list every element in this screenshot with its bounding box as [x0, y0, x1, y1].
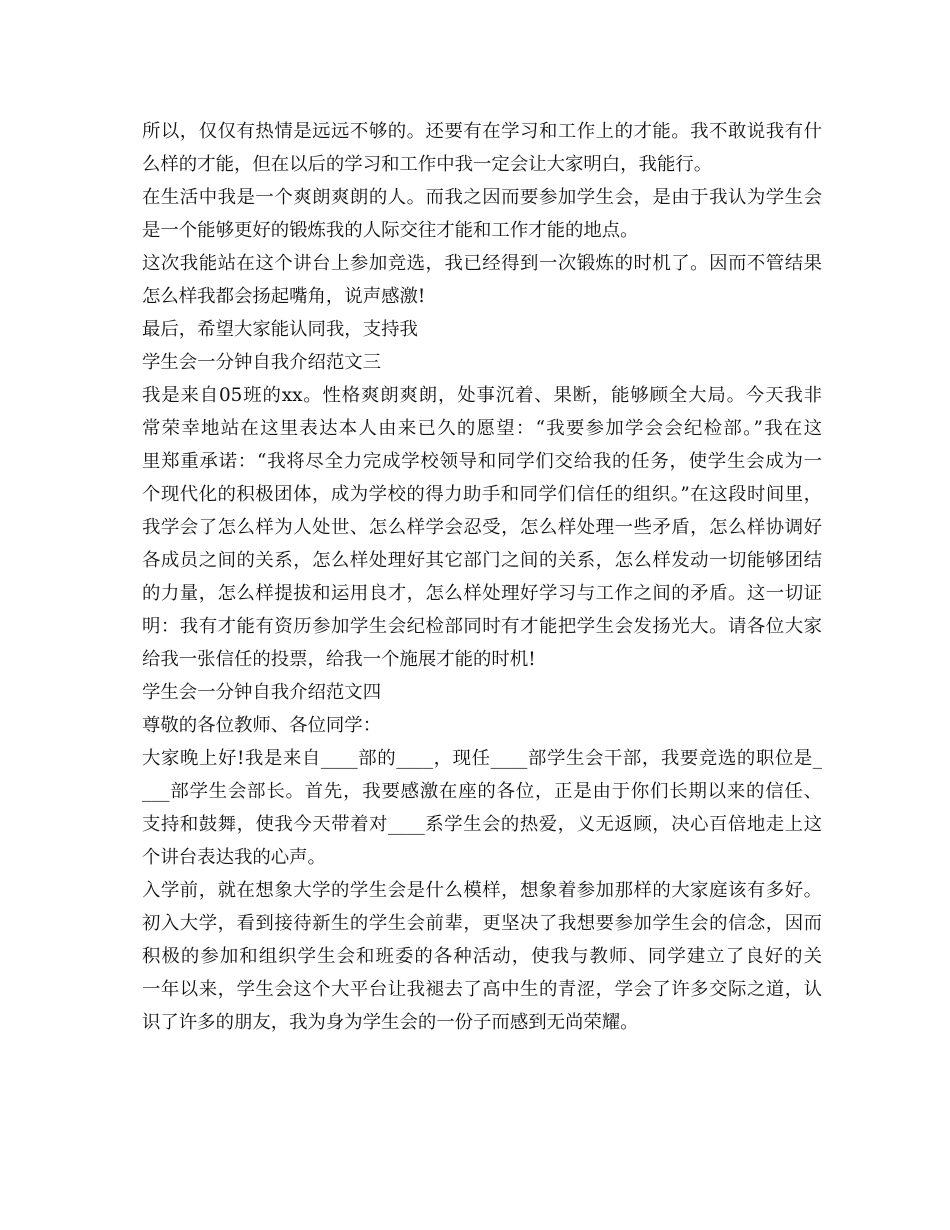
text-line: 最后，希望大家能认同我，支持我 — [142, 319, 418, 340]
text-line: 大家晚上好!我是来自____部的____，现任____部学生会干部，我要竞选的职位是_ — [142, 748, 822, 769]
text-line: 是一个能够更好的锻炼我的人际交往才能和工作才能的地点。 — [142, 220, 639, 241]
text-line: 所以，仅仅有热情是远远不够的。还要有在学习和工作上的才能。我不敢说我有什 — [142, 121, 822, 142]
text-line: ___部学生会部长。首先，我要感激在座的各位，正是由于你们长期以来的信任、 — [142, 781, 822, 802]
text-line: 积极的参加和组织学生会和班委的各种活动，使我与教师、同学建立了良好的关 — [142, 946, 822, 967]
text-line: 明：我有才能有资历参加学生会纪检部同时有才能把学生会发扬光大。请各位大家 — [142, 616, 822, 637]
text-line: 一年以来，学生会这个大平台让我褪去了高中生的青涩，学会了许多交际之道，认 — [142, 979, 822, 1000]
text-line: 常荣幸地站在这里表达本人由来已久的愿望：“我要参加学会会纪检部。”我在这 — [142, 418, 822, 439]
text-line: 我学会了怎么样为人处世、怎么样学会忍受，怎么样处理一些矛盾，怎么样协调好 — [142, 517, 822, 538]
text-line: 识了许多的朋友，我为身为学生会的一份子而感到无尚荣耀。 — [142, 1012, 639, 1033]
document-body — [142, 115, 822, 1039]
text-line: 我是来自05班的xx。性格爽朗爽朗，处事沉着、果断，能够顾全大局。今天我非 — [142, 385, 822, 406]
text-line: 在生活中我是一个爽朗爽朗的人。而我之因而要参加学生会，是由于我认为学生会 — [142, 187, 822, 208]
text-line: 的力量，怎么样提拔和运用良才，怎么样处理好学习与工作之间的矛盾。这一切证 — [142, 583, 822, 604]
text-line: 这次我能站在这个讲台上参加竞选，我已经得到一次锻炼的时机了。因而不管结果 — [142, 253, 822, 274]
text-line: 给我一张信任的投票，给我一个施展才能的时机! — [142, 649, 536, 670]
section-heading: 学生会一分钟自我介绍范文四 — [142, 682, 382, 703]
text-line: 尊敬的各位教师、各位同学： — [142, 715, 382, 736]
text-line: 里郑重承诺：“我将尽全力完成学校领导和同学们交给我的任务，使学生会成为一 — [142, 451, 822, 472]
text-line: 个讲台表达我的心声。 — [142, 847, 326, 868]
text-line: 入学前，就在想象大学的学生会是什么模样，想象着参加那样的大家庭该有多好。 — [142, 880, 822, 901]
text-line: 么样的才能，但在以后的学习和工作中我一定会让大家明白，我能行。 — [142, 154, 713, 175]
text-line: 个现代化的积极团体，成为学校的得力助手和同学们信任的组织。”在这段时间里， — [142, 484, 822, 505]
text-line: 初入大学，看到接待新生的学生会前辈，更坚决了我想要参加学生会的信念，因而 — [142, 913, 822, 934]
text-line: 支持和鼓舞，使我今天带着对____系学生会的热爱，义无返顾，决心百倍地走上这 — [142, 814, 822, 835]
section-heading: 学生会一分钟自我介绍范文三 — [142, 352, 382, 373]
text-line: 怎么样我都会扬起嘴角，说声感激! — [142, 286, 426, 307]
text-line: 各成员之间的关系，怎么样处理好其它部门之间的关系，怎么样发动一切能够团结 — [142, 550, 822, 571]
